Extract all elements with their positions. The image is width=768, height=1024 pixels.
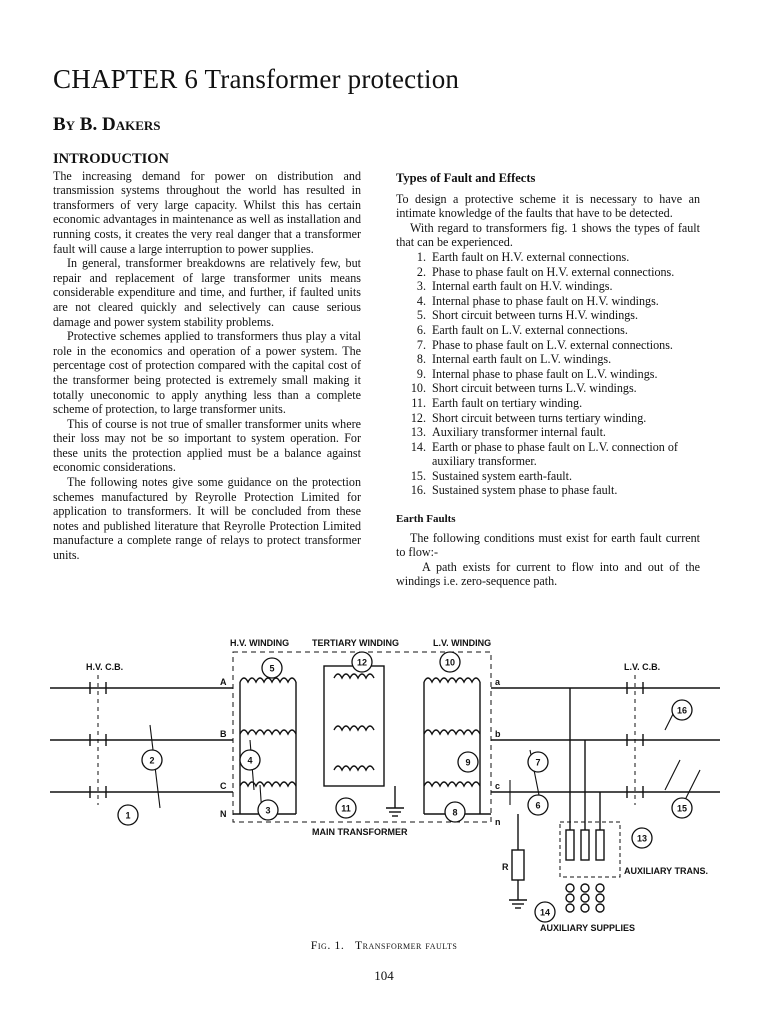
fault-text: Earth or phase to phase fault on L.V. connection of auxiliary transformer. (432, 439, 678, 469)
earth-faults-paragraph-1: The following conditions must exist for earth fault current to flow:- (396, 530, 700, 560)
auxiliary-supplies-label: AUXILIARY SUPPLIES (540, 923, 636, 933)
fault-text: Phase to phase fault on H.V. external connections. (432, 264, 675, 279)
fault-marker (352, 652, 372, 672)
fault-marker-label: 10 (444, 657, 456, 668)
fault-marker-label: 14 (539, 907, 551, 918)
types-paragraph-2: With regard to transformers fig. 1 shows the types of fault that can be experienced. (396, 220, 700, 250)
types-of-fault-heading: Types of Fault and Effects (396, 171, 536, 185)
fault-marker-label: 12 (356, 657, 368, 668)
page-number: 104 (374, 968, 394, 983)
resistor-label: R (502, 862, 509, 872)
fault-marker (240, 750, 260, 770)
fault-number: 2. (416, 264, 426, 279)
terminal-n-label: N (220, 809, 227, 819)
fault-text: Short circuit between turns tertiary winding. (432, 410, 647, 425)
fault-marker-label: 2 (149, 755, 155, 766)
fault-item (396, 396, 700, 411)
chapter-title: CHAPTER 6 Transformer protection (53, 64, 460, 94)
lv-busbars (491, 675, 720, 805)
figure-caption (0, 938, 768, 953)
fault-number: 13. (410, 425, 426, 440)
introduction-heading: INTRODUCTION (53, 151, 170, 167)
fault-item (396, 265, 700, 280)
fault-number: 14. (410, 439, 426, 454)
fault-item (396, 367, 700, 382)
fault-marker-label: 4 (247, 755, 253, 766)
intro-paragraph-4: This of course is not true of smaller transformer units where their loss may not be so important to system operation. For these units the protection applied must be a balance against economic considerations. (53, 416, 361, 475)
fault-marker (535, 902, 555, 922)
auxiliary-transformer (560, 688, 620, 912)
fault-number: 11. (411, 395, 426, 410)
fault-marker (336, 798, 356, 818)
fault-text: Internal earth fault on H.V. windings. (432, 279, 613, 294)
fault-marker (440, 652, 460, 672)
fault-number: 15. (410, 468, 426, 483)
fault-text: Earth fault on H.V. external connections. (432, 249, 630, 264)
fault-marker-label: 7 (535, 757, 541, 768)
types-paragraph-1: To design a protective scheme it is necessary to have an intimate knowledge of the faults that have to be detected. (396, 191, 700, 221)
lv-windings (424, 678, 491, 814)
terminal-a-lv-label: a (495, 677, 501, 687)
fault-markers (118, 652, 692, 922)
fault-text: Earth fault on tertiary winding. (432, 395, 583, 410)
fault-number: 7. (416, 337, 426, 352)
tertiary-winding-label: TERTIARY WINDING (312, 638, 399, 648)
fault-marker (262, 658, 282, 678)
fault-item (396, 250, 700, 265)
fault-number: 4. (416, 293, 426, 308)
fault-number: 9. (416, 366, 426, 381)
intro-paragraph-3: Protective schemes applied to transformers thus play a vital role in the economics and operation of a power system. The percentage cost of protection compared with the capital cost of the transformer being protected is extremely small making it totally uneconomic to apply anything less than a complete scheme of protection, to large transformer units. (53, 329, 361, 417)
fault-text: Auxiliary transformer internal fault. (432, 425, 606, 440)
neutral-earthing-resistor (509, 814, 527, 908)
fault-text: Phase to phase fault on L.V. external connections. (432, 337, 673, 352)
fault-marker (632, 828, 652, 848)
terminal-a-label: A (220, 677, 227, 687)
fault-text: Internal earth fault on L.V. windings. (432, 352, 612, 367)
left-column (53, 152, 361, 563)
fault-number: 5. (416, 308, 426, 323)
fault-item (396, 294, 700, 309)
fault-number: 8. (416, 352, 426, 367)
fault-marker (118, 805, 138, 825)
terminal-b-lv-label: b (495, 729, 501, 739)
transformer-fault-diagram (40, 630, 740, 940)
fault-marker-label: 15 (676, 803, 688, 814)
fault-item (396, 411, 700, 426)
intro-paragraph-2: In general, transformer breakdowns are relatively few, but repair and replacement of large transformer units means considerable expenditure and time, and further, if faulted units are not cleared quickly and selectively can cause serious damage and power system stability problems. (53, 256, 361, 329)
fault-marker-label: 16 (676, 705, 688, 716)
intro-paragraph-5: The following notes give some guidance on the protection schemes manufactured by Reyrolle Protection Limited for application to transformers. It will be concluded from these notes and published literature that Reyrolle Protection Limited manufacture a complete range of relays to protect transformer units. (53, 475, 361, 563)
fault-item (396, 425, 700, 440)
fault-marker (445, 802, 465, 822)
fault-text: Internal phase to phase fault on L.V. windings. (432, 366, 658, 381)
fault-item (396, 279, 700, 294)
fault-text: Earth fault on L.V. external connections. (432, 322, 628, 337)
fault-marker-label: 9 (465, 757, 471, 768)
earth-faults-paragraph-2: A path exists for current to flow into and out of the windings i.e. zero-sequence path. (396, 559, 700, 589)
fault-number: 1. (416, 249, 426, 264)
hv-cb-label: H.V. C.B. (86, 662, 124, 672)
figure-number: Fig. 1. (310, 938, 345, 952)
fault-item (396, 483, 700, 498)
fault-text: Short circuit between turns H.V. windings. (432, 308, 639, 323)
fault-number: 10. (410, 381, 426, 396)
fault-item (396, 352, 700, 367)
fault-marker (672, 798, 692, 818)
tertiary-winding (324, 666, 404, 816)
fault-marker-label: 6 (535, 800, 541, 811)
main-transformer-label: MAIN TRANSFORMER (312, 827, 408, 837)
fault-number: 3. (416, 279, 426, 294)
fault-item (396, 308, 700, 323)
fault-marker-label: 8 (452, 807, 458, 818)
fault-list (396, 250, 700, 498)
fault-marker (142, 750, 162, 770)
auxiliary-trans-label: AUXILIARY TRANS. (624, 866, 709, 876)
figure-title: Transformer faults (354, 938, 458, 952)
fault-text: Sustained system phase to phase fault. (432, 483, 618, 498)
fault-text: Internal phase to phase fault on H.V. windings. (432, 293, 659, 308)
fault-text: Short circuit between turns L.V. windings. (432, 381, 637, 396)
fault-marker-label: 5 (269, 663, 275, 674)
author-byline: By B. Dakers (53, 114, 161, 135)
terminal-n-lv-label: n (495, 817, 501, 827)
terminal-c-lv-label: c (495, 781, 501, 791)
fault-marker (672, 700, 692, 720)
earth-faults-heading: Earth Faults (396, 513, 456, 526)
terminal-c-label: C (220, 781, 227, 791)
lv-winding-label: L.V. WINDING (433, 638, 492, 648)
fault-marker (458, 752, 478, 772)
hv-busbars (50, 688, 233, 792)
fault-marker-label: 3 (265, 805, 271, 816)
fault-marker-label: 11 (341, 803, 351, 814)
lv-cb-label: L.V. C.B. (624, 662, 661, 672)
fault-marker-label: 1 (125, 810, 131, 821)
right-column (396, 171, 700, 589)
fault-number: 16. (410, 483, 426, 498)
fault-item (396, 338, 700, 353)
fault-text: Sustained system earth-fault. (432, 468, 573, 483)
fault-marker (528, 752, 548, 772)
fault-item (396, 469, 700, 484)
hv-windings (233, 678, 296, 814)
fault-item (396, 381, 700, 396)
fault-marker (258, 800, 278, 820)
fault-marker (528, 795, 548, 815)
fault-number: 12. (410, 410, 426, 425)
fault-marker-label: 13 (636, 833, 648, 844)
hv-winding-label: H.V. WINDING (230, 638, 290, 648)
fault-number: 6. (416, 322, 426, 337)
intro-paragraph-1: The increasing demand for power on distribution and transmission systems throughout the world has resulted in transformers of very large capacity. Whilst this has certain economic advantages in maintenance as well as installation and running costs, it creates the very real danger that a transformer fault will cause a large interruption to power supplies. (53, 168, 361, 256)
fault-item (396, 440, 700, 469)
terminal-b-label: B (220, 729, 227, 739)
fault-item (396, 323, 700, 338)
